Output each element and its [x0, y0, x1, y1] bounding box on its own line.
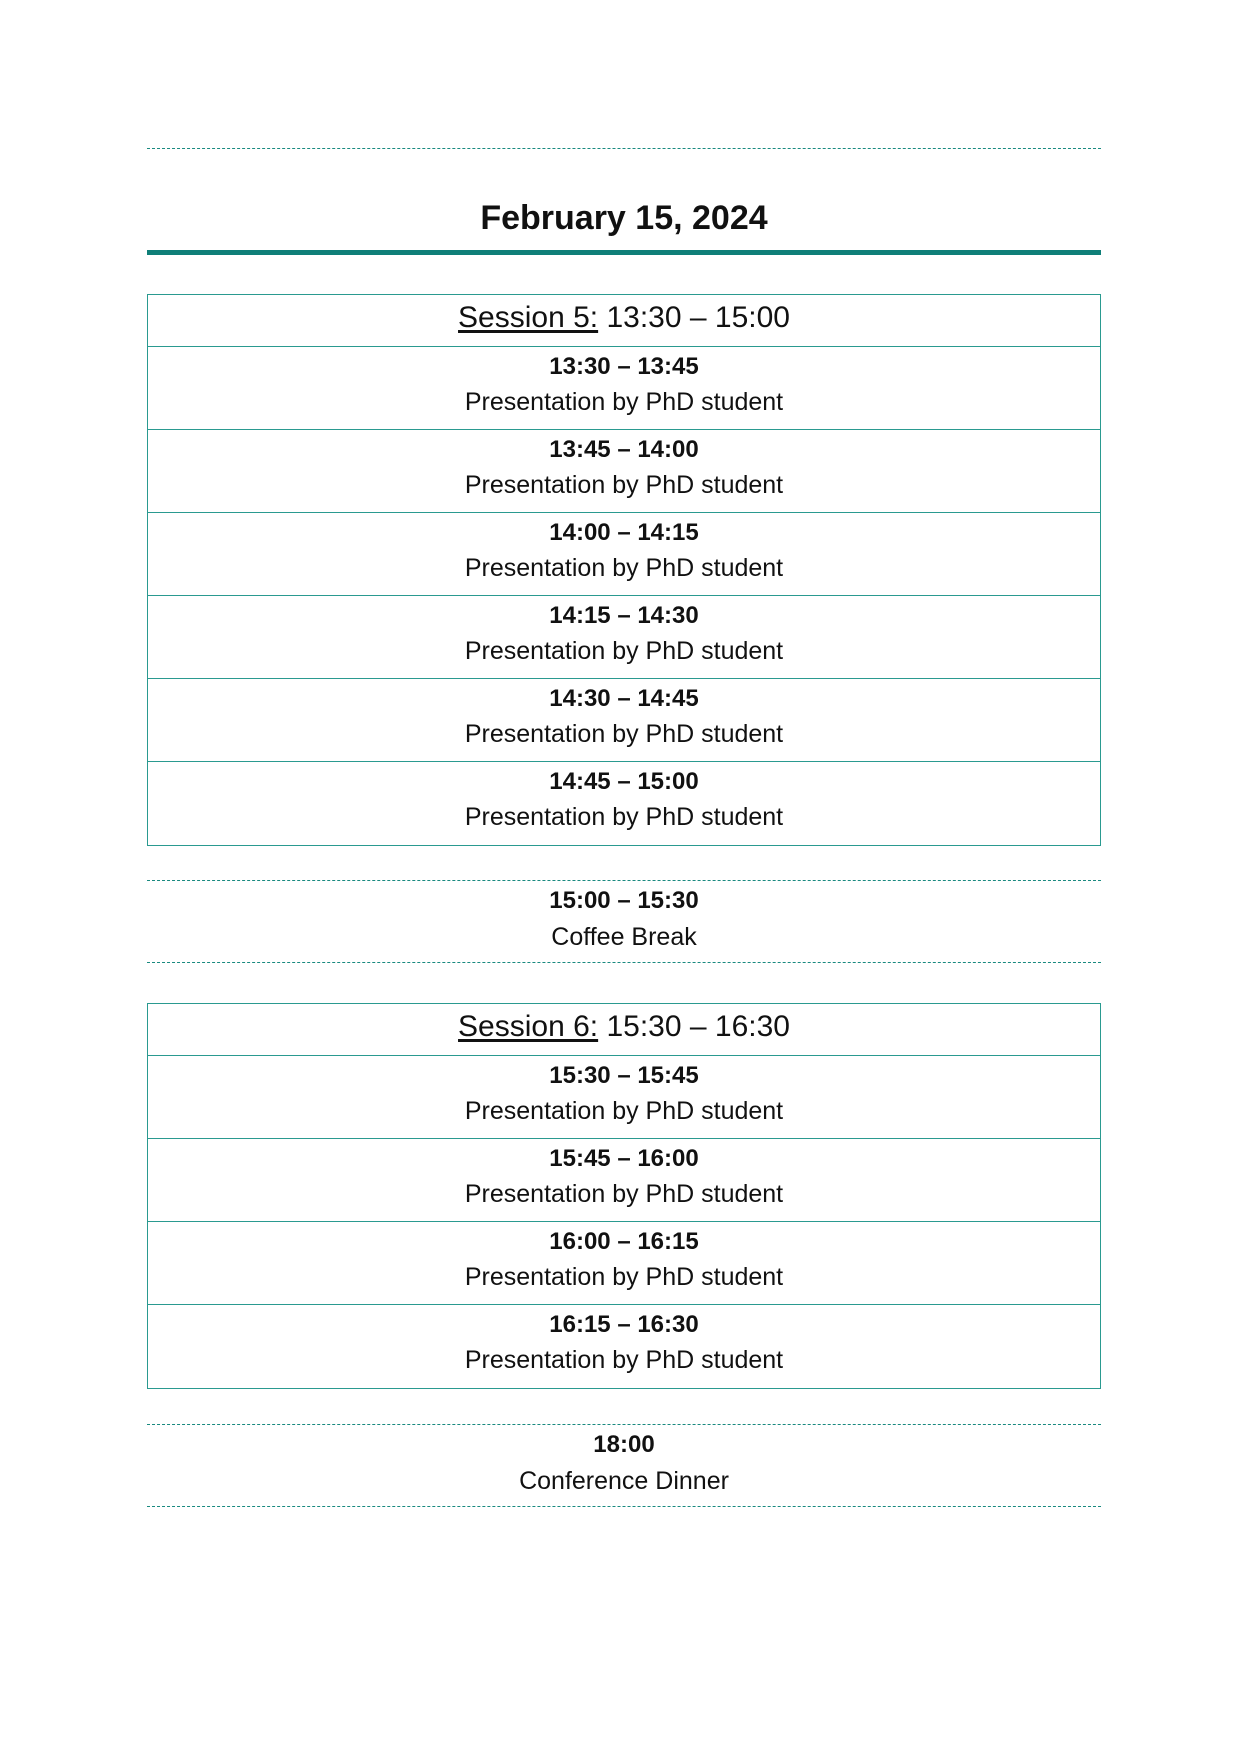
schedule-slot [148, 513, 1100, 596]
schedule-slot [148, 1056, 1100, 1139]
slot-time: 15:45 – 16:00 [549, 1145, 699, 1172]
slot-description: Presentation by PhD student [464, 471, 784, 499]
session-6-table [147, 1003, 1101, 1389]
session-5-name: Session 5: [458, 301, 599, 334]
coffee-break-time: 15:00 – 15:30 [549, 887, 699, 914]
slot-time: 14:30 – 14:45 [549, 685, 699, 712]
schedule-slot [148, 1305, 1100, 1388]
slot-time: 14:45 – 15:00 [549, 768, 699, 795]
break-bottom-divider [147, 962, 1101, 963]
date-title: February 15, 2024 [480, 199, 768, 237]
schedule-slot [148, 347, 1100, 430]
slot-time: 15:30 – 15:45 [549, 1062, 699, 1089]
dinner-bottom-divider [147, 1506, 1101, 1507]
session-5-time: 13:30 – 15:00 [598, 301, 790, 334]
slot-time: 13:30 – 13:45 [549, 353, 699, 380]
slot-description: Presentation by PhD student [464, 388, 784, 416]
slot-description: Presentation by PhD student [464, 637, 784, 665]
slot-description: Presentation by PhD student [464, 1346, 784, 1374]
slot-description: Presentation by PhD student [464, 720, 784, 748]
title-rule [147, 250, 1101, 255]
dinner-time: 18:00 [593, 1431, 655, 1458]
session-6-time: 15:30 – 16:30 [598, 1010, 790, 1043]
dinner-top-divider [147, 1424, 1101, 1425]
slot-time: 14:00 – 14:15 [549, 519, 699, 546]
schedule-slot [148, 1222, 1100, 1305]
slot-description: Presentation by PhD student [464, 554, 784, 582]
dinner-block [147, 1428, 1101, 1500]
session-6-name: Session 6: [458, 1010, 599, 1043]
schedule-slot [148, 596, 1100, 679]
slot-time: 16:15 – 16:30 [549, 1311, 699, 1338]
break-top-divider [147, 880, 1101, 881]
slot-description: Presentation by PhD student [464, 1180, 784, 1208]
session-6-header [148, 1004, 1100, 1056]
coffee-break-block [147, 884, 1101, 956]
coffee-break-label: Coffee Break [551, 923, 697, 951]
slot-description: Presentation by PhD student [464, 1097, 784, 1125]
schedule-slot [148, 679, 1100, 762]
dinner-label: Conference Dinner [519, 1467, 729, 1495]
schedule-slot [148, 1139, 1100, 1222]
slot-time: 16:00 – 16:15 [549, 1228, 699, 1255]
slot-time: 13:45 – 14:00 [549, 436, 699, 463]
schedule-slot [148, 762, 1100, 845]
session-5-table [147, 294, 1101, 846]
session-5-header [148, 295, 1100, 347]
slot-time: 14:15 – 14:30 [549, 602, 699, 629]
top-divider [147, 148, 1101, 149]
slot-description: Presentation by PhD student [464, 803, 784, 831]
schedule-slot [148, 430, 1100, 513]
slot-description: Presentation by PhD student [464, 1263, 784, 1291]
